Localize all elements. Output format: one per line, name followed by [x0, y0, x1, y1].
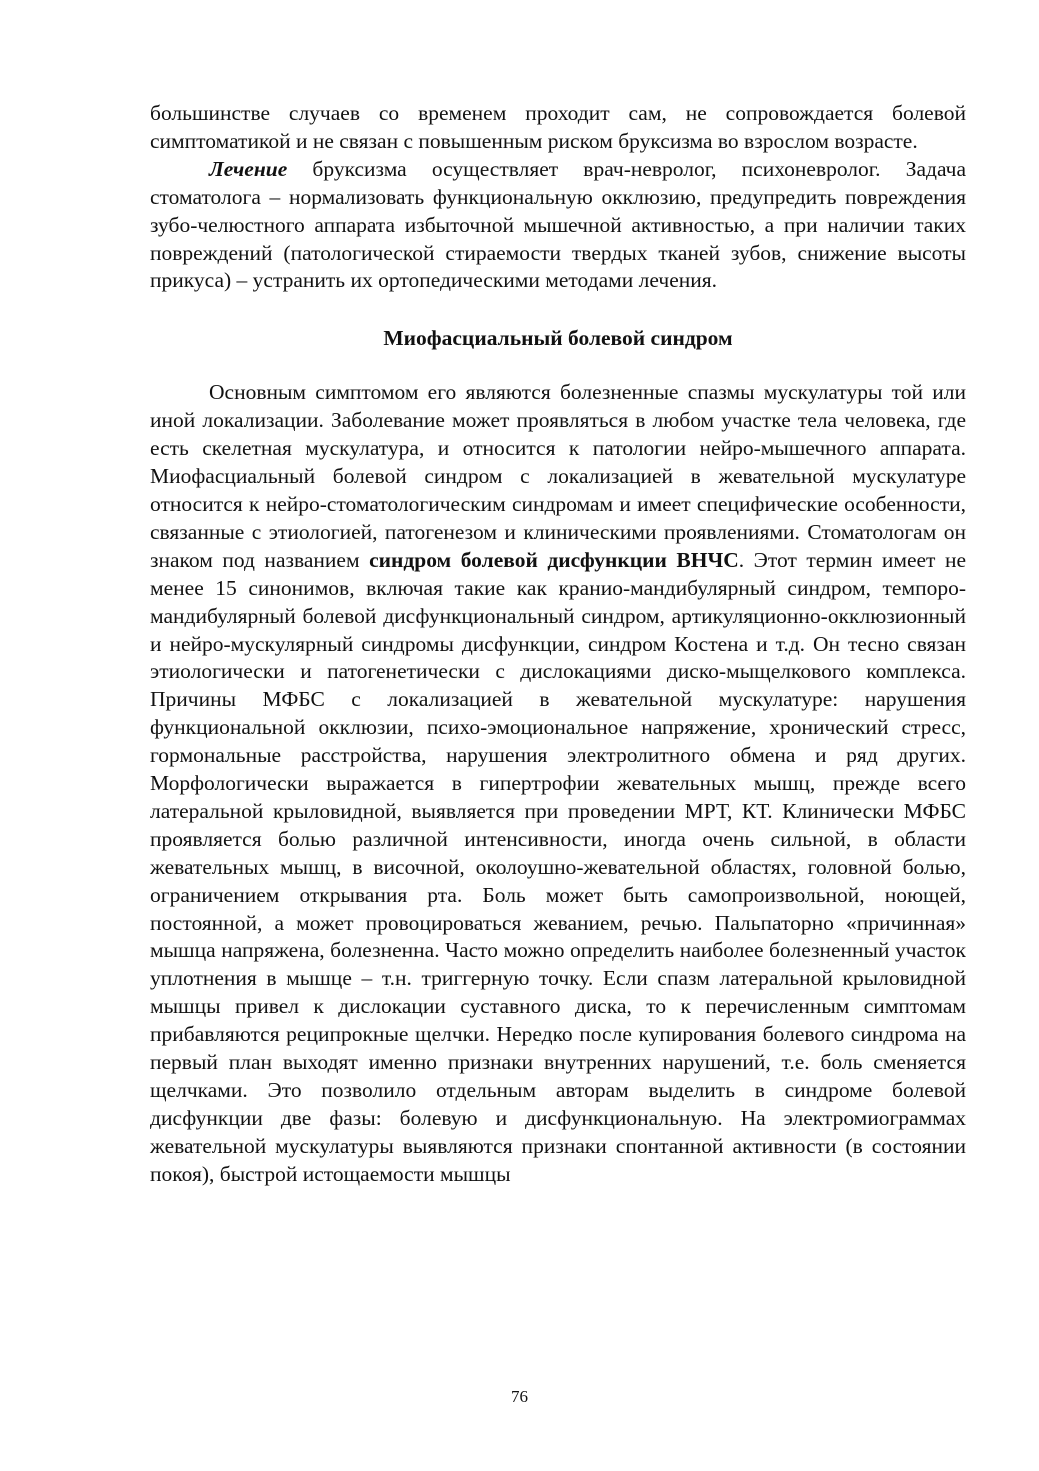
page-number: 76 [511, 1387, 528, 1406]
paragraph-text-after: . Этот термин имеет не менее 15 синонимов, включая такие как кранио-мандибулярный синдром, темпоро-мандибулярный болевой дисфункциональный синдром, артикуляционно-окклюзионный и нейро-мускулярный синдромы дисфункции, синдром Костена и т.д. Он тесно связан этиологически и патогенетически с дислокациями диско-мыщелкового комплекса. Причины МФБС с локализацией в жевательной мускулатуре: нарушения функциональной окклюзии, психо-эмоциональное напряжение, хронический стресс, гормональные расстройства, нарушения электролитного обмена и ряд других. Морфологически выражается в гипертрофии жевательных мышц, прежде всего латеральной крыловидной, выявляется при проведении МРТ, КТ. Клинически МФБС проявляется болью различной интенсивности, иногда очень сильной, в области жевательных мышц, в височной, околоушно-жевательной областях, головной болью, ограничением открывания рта. Боль может быть самопроизвольной, ноющей, постоянной, а может провоцироваться жеванием, речью. Пальпаторно «причинная» мышца напряжена, болезненна. Часто можно определить наиболее болезненный участок уплотнения в мышце – т.н. триггерную точку. Если спазм латеральной крыловидной мышцы привел к дислокации суставного диска, то к перечисленным симптомам прибавляются реципрокные щелчки. Нередко после купирования болевого синдрома на первый план выходят именно признаки внутренних нарушений, т.е. боль сменяется щелчками. Это позволило отдельным авторам выделить в синдроме болевой дисфункции две фазы: болевую и дисфункциональную. На электромиограммах жевательной мускулатуры выявляются признаки спонтанной активности (в состоянии покоя), быстрой истощаемости мышцы [150, 547, 966, 1186]
body-paragraph-treatment [150, 156, 966, 296]
document-page [150, 100, 966, 1189]
paragraph-text-before: Основным симптомом его являются болезненные спазмы мускулатуры той или иной локализации. Заболевание может проявляться в любом участке тела человека, где есть скелетная мускулатура, и относится к патологии нейро-мышечного аппарата. Миофасциальный болевой синдром с локализацией в жевательной мускулатуре относится к нейро-стоматологическим синдромам и имеет специфические особенности, связанные с этиологией, патогенезом и клиническими проявлениями. Стоматологам он знаком под названием [150, 380, 966, 572]
paragraph-text: бруксизма осуществляет врач-невролог, психоневролог. Задача стоматолога – нормализовать функциональную окклюзию, предупредить повреждения зубо-челюстного аппарата избыточной мышечной активностью, а при наличии таких повреждений (патологической стираемости твердых тканей зубов, снижение высоты прикуса) – устранить их ортопедическими методами лечения. [150, 156, 966, 293]
lead-term: Лечение [209, 156, 288, 181]
body-paragraph-main [150, 379, 966, 1188]
bold-term: синдром болевой дисфункции ВНЧС [369, 547, 739, 572]
section-heading: Миофасциальный болевой синдром [383, 326, 733, 351]
body-paragraph-continuation: большинстве случаев со временем проходит сам, не сопровождается болевой симптоматикой и не связан с повышенным риском бруксизма во взрослом возрасте. [150, 101, 966, 153]
